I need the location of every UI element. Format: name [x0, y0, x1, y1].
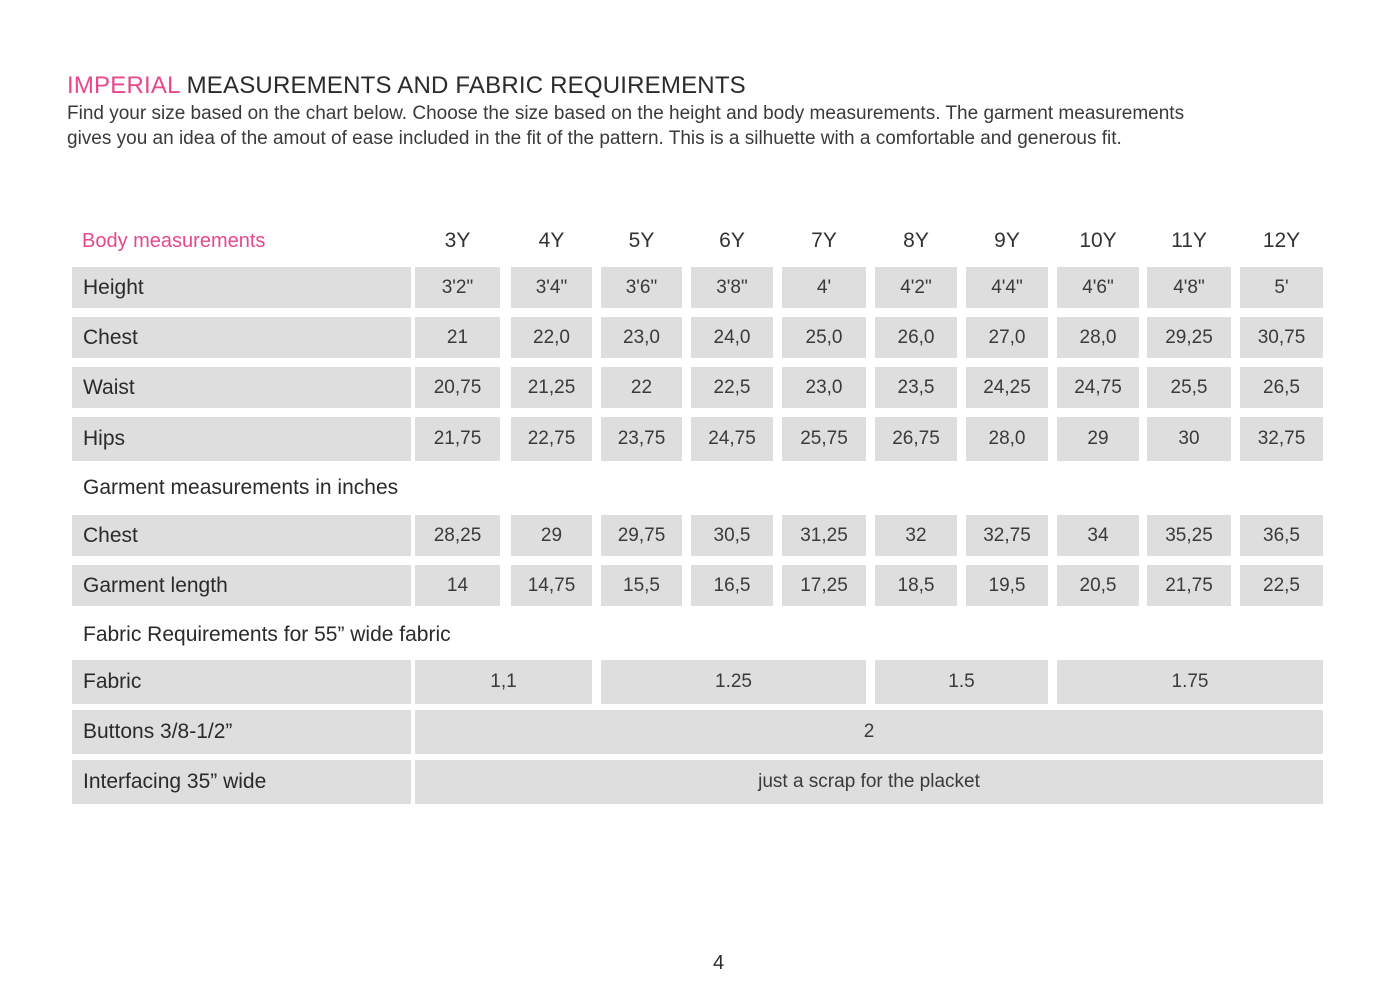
- table-cell: 25,5: [1147, 367, 1231, 408]
- table-cell: 29: [511, 515, 592, 556]
- table-cell: 23,5: [875, 367, 957, 408]
- table-cell: 1.5: [875, 660, 1048, 704]
- table-cell: 26,0: [875, 317, 957, 358]
- table-cell: 25,0: [782, 317, 866, 358]
- intro-text: [67, 101, 1317, 151]
- table-cell: 29: [1057, 417, 1139, 461]
- table-cell: 26,75: [875, 417, 957, 461]
- intro-line-2: gives you an idea of the amout of ease included in the fit of the pattern. This is a silhuette with a comfortable and generous fit.: [67, 128, 1122, 149]
- table-cell: 20,75: [415, 367, 500, 408]
- table-cell: 36,5: [1240, 515, 1323, 556]
- table-cell: 31,25: [782, 515, 866, 556]
- table-cell: 22,75: [511, 417, 592, 461]
- table-cell: 4'4": [966, 267, 1048, 308]
- table-cell: 24,75: [691, 417, 773, 461]
- table-cell: 32: [875, 515, 957, 556]
- table-cell: 27,0: [966, 317, 1048, 358]
- row-label: Buttons 3/8-1/2”: [72, 710, 411, 754]
- row-label: Fabric: [72, 660, 411, 704]
- table-cell: 25,75: [782, 417, 866, 461]
- size-header-9y: 9Y: [994, 229, 1020, 252]
- size-header-7y: 7Y: [811, 229, 837, 252]
- table-cell: 3'2": [415, 267, 500, 308]
- table-cell: 4'2": [875, 267, 957, 308]
- table-cell: 32,75: [1240, 417, 1323, 461]
- table-cell: 5': [1240, 267, 1323, 308]
- table-cell: 18,5: [875, 565, 957, 606]
- page-number: 4: [712, 952, 725, 974]
- table-cell: 15,5: [601, 565, 682, 606]
- row-label: Interfacing 35” wide: [72, 760, 411, 804]
- table-cell: 1.25: [601, 660, 866, 704]
- garment-section-heading: Garment measurements in inches: [83, 476, 399, 499]
- table-cell: 29,25: [1147, 317, 1231, 358]
- table-cell: 29,75: [601, 515, 682, 556]
- table-cell: 1,1: [415, 660, 592, 704]
- table-cell: 23,75: [601, 417, 682, 461]
- table-cell: 28,0: [966, 417, 1048, 461]
- size-header-10y: 10Y: [1079, 229, 1117, 252]
- row-label: Height: [72, 267, 411, 308]
- table-cell: 22,5: [1240, 565, 1323, 606]
- row-label: Chest: [72, 515, 411, 556]
- table-cell: 26,5: [1240, 367, 1323, 408]
- table-cell: 21: [415, 317, 500, 358]
- table-cell: 23,0: [782, 367, 866, 408]
- table-cell: 24,0: [691, 317, 773, 358]
- table-cell: 3'6": [601, 267, 682, 308]
- table-cell: 30,75: [1240, 317, 1323, 358]
- size-header-6y: 6Y: [719, 229, 745, 252]
- title-rest: MEASUREMENTS AND FABRIC REQUIREMENTS: [179, 72, 746, 99]
- table-cell: 30: [1147, 417, 1231, 461]
- table-cell: 3'4": [511, 267, 592, 308]
- table-cell: 32,75: [966, 515, 1048, 556]
- table-cell: 3'8": [691, 267, 773, 308]
- title-accent: IMPERIAL: [67, 72, 180, 99]
- size-header-4y: 4Y: [538, 229, 565, 252]
- table-cell: 14: [415, 565, 500, 606]
- size-header-5y: 5Y: [628, 229, 655, 252]
- table-cell: 2: [415, 710, 1323, 754]
- table-cell: 22,5: [691, 367, 773, 408]
- page-title: [67, 72, 746, 100]
- size-header-8y: 8Y: [903, 229, 929, 252]
- row-label: Waist: [72, 367, 411, 408]
- table-cell: 30,5: [691, 515, 773, 556]
- size-header-11y: 11Y: [1171, 229, 1207, 252]
- table-cell: 4': [782, 267, 866, 308]
- table-cell: 21,75: [415, 417, 500, 461]
- row-label: Chest: [72, 317, 411, 358]
- table-cell: just a scrap for the placket: [415, 760, 1323, 804]
- table-cell: 19,5: [966, 565, 1048, 606]
- table-cell: 21,25: [511, 367, 592, 408]
- table-cell: 21,75: [1147, 565, 1231, 606]
- table-cell: 24,75: [1057, 367, 1139, 408]
- table-cell: 20,5: [1057, 565, 1139, 606]
- table-cell: 22: [601, 367, 682, 408]
- size-header-12y: 12Y: [1262, 229, 1301, 252]
- row-label: Hips: [72, 417, 411, 461]
- table-cell: 4'8": [1147, 267, 1231, 308]
- table-cell: 24,25: [966, 367, 1048, 408]
- table-cell: 17,25: [782, 565, 866, 606]
- table-cell: 4'6": [1057, 267, 1139, 308]
- intro-line-1: Find your size based on the chart below. Choose the size based on the height and body measurements. The garment measurements: [67, 103, 1185, 124]
- table-cell: 34: [1057, 515, 1139, 556]
- body-measurements-header: Body measurements: [82, 229, 266, 252]
- table-cell: 28,25: [415, 515, 500, 556]
- fabric-section-heading: Fabric Requirements for 55” wide fabric: [83, 623, 451, 646]
- size-header-3y: 3Y: [444, 229, 471, 252]
- table-cell: 35,25: [1147, 515, 1231, 556]
- table-cell: 1.75: [1057, 660, 1323, 704]
- table-cell: 22,0: [511, 317, 592, 358]
- table-cell: 23,0: [601, 317, 682, 358]
- table-cell: 16,5: [691, 565, 773, 606]
- table-cell: 14,75: [511, 565, 592, 606]
- row-label: Garment length: [72, 565, 411, 606]
- table-cell: 28,0: [1057, 317, 1139, 358]
